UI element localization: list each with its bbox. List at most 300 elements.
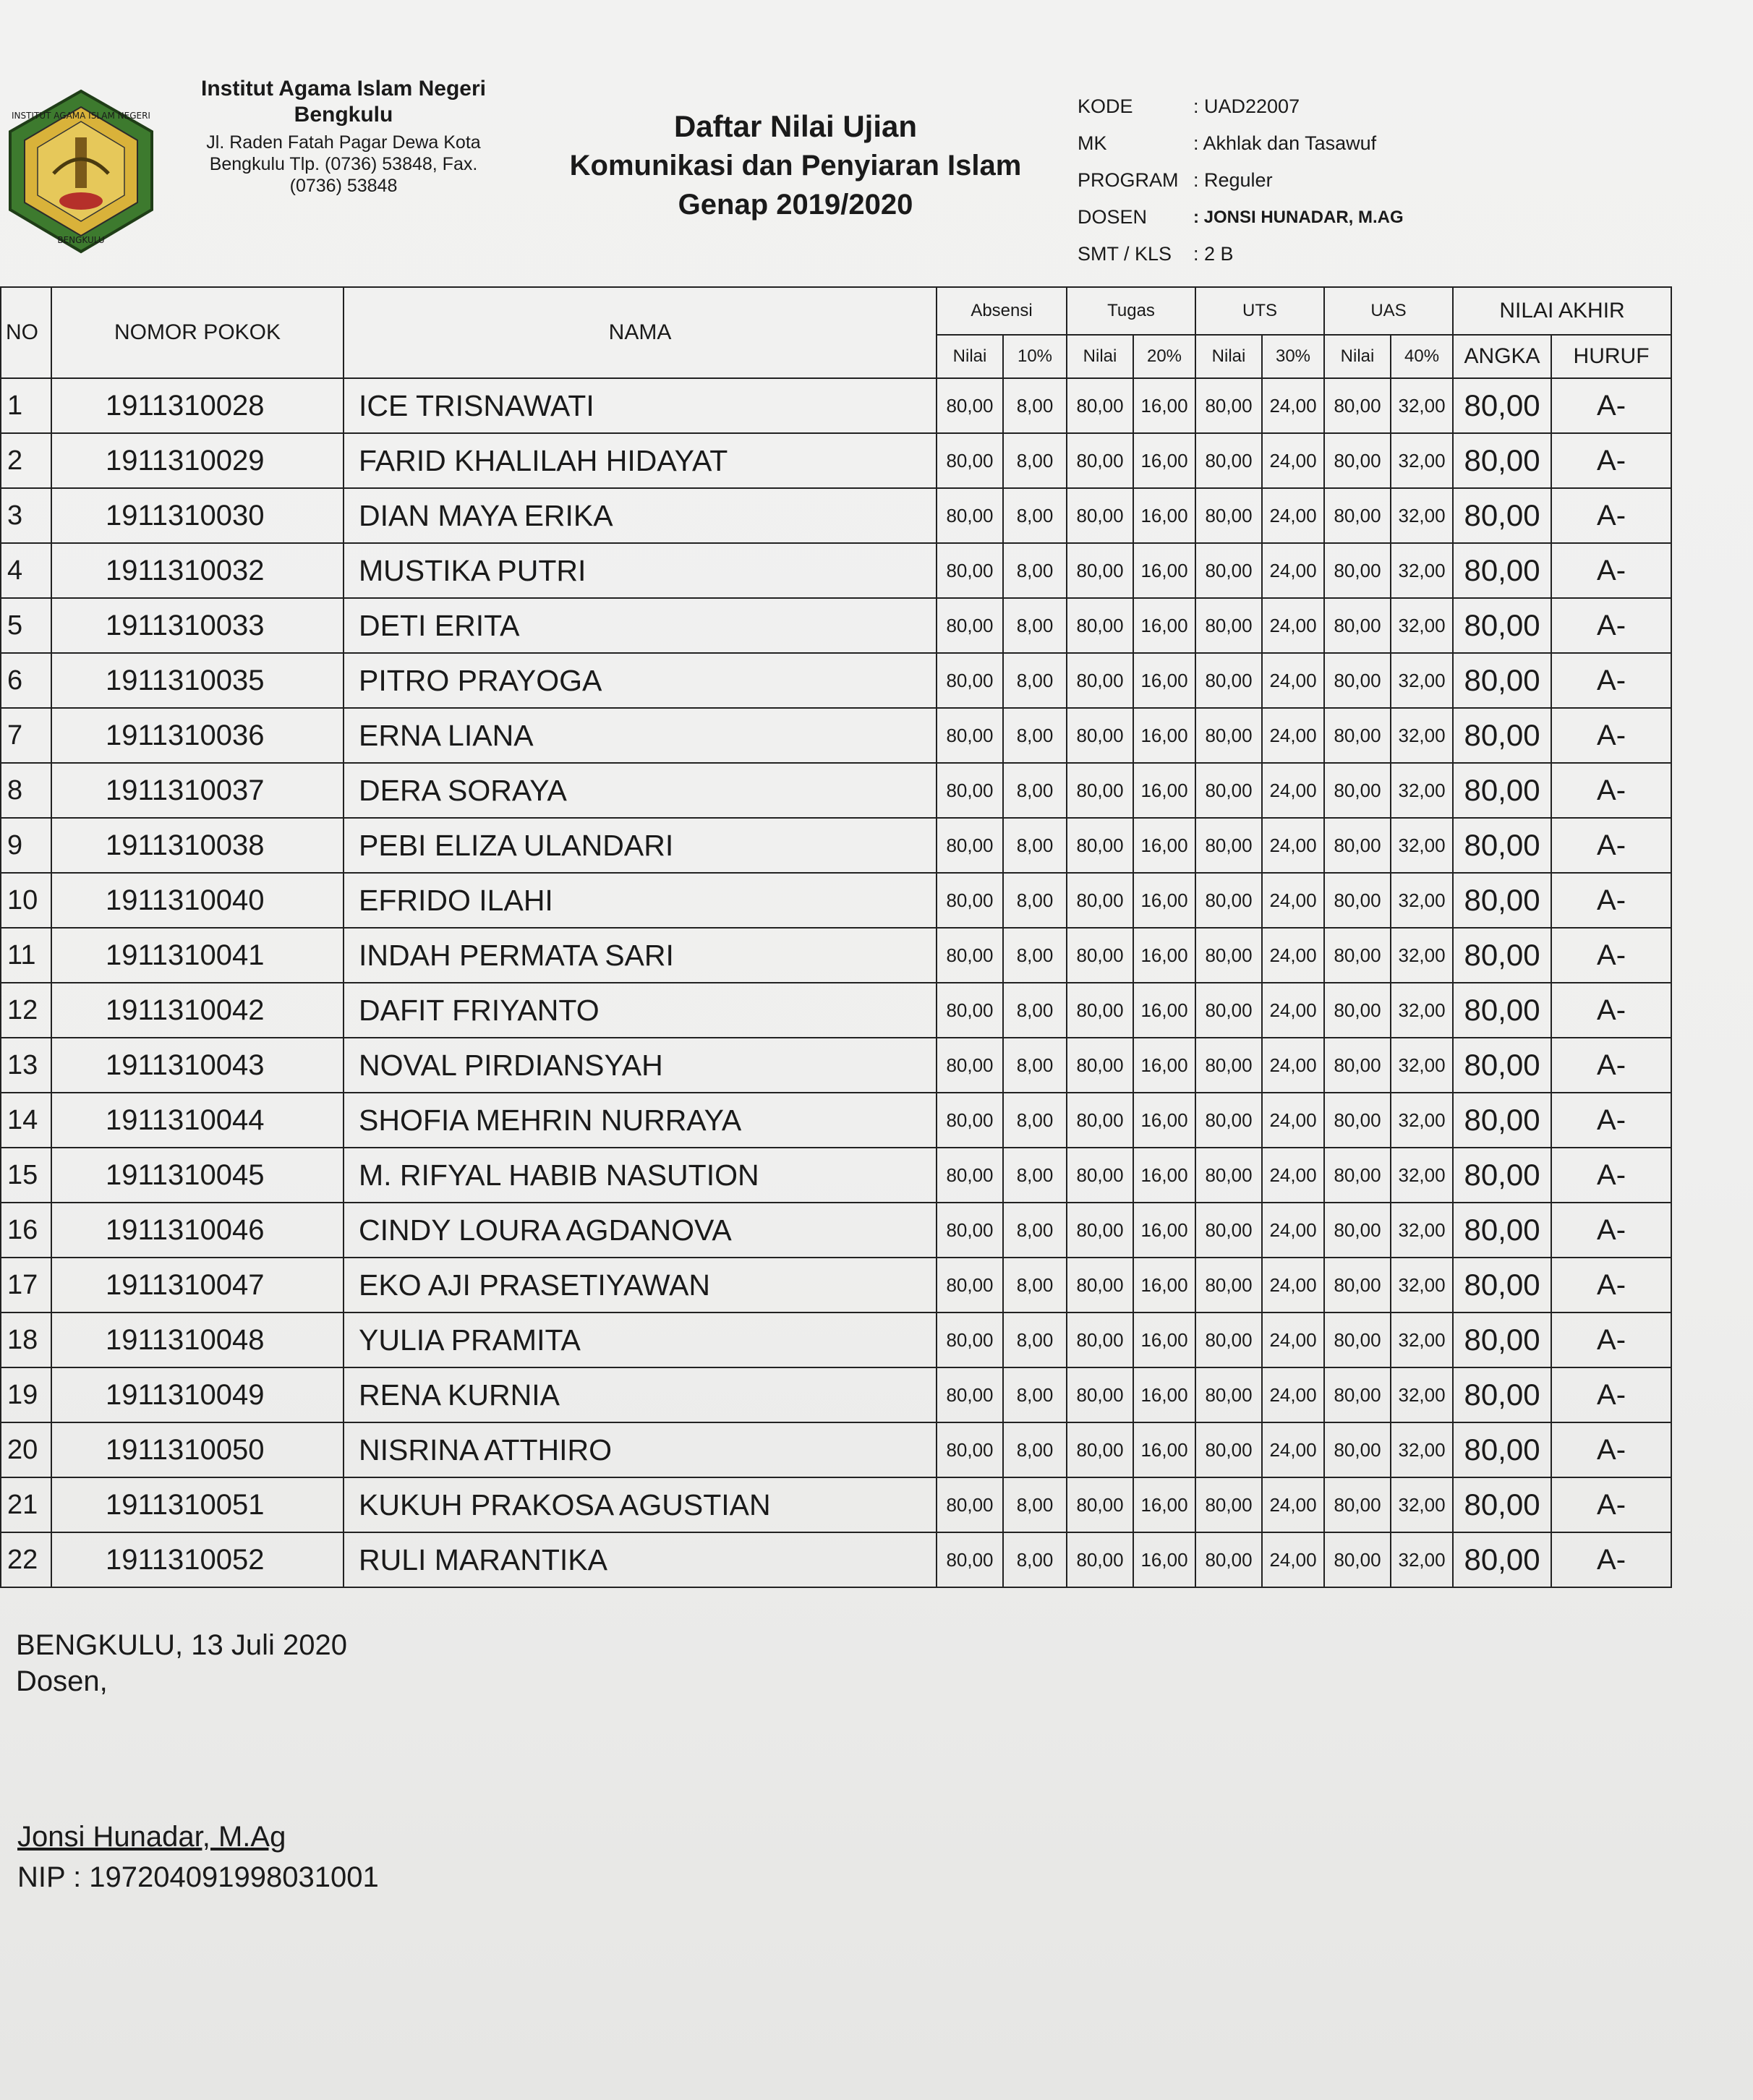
cell-uts-pct: 24,00	[1262, 763, 1324, 818]
cell-absensi-pct: 8,00	[1003, 1312, 1067, 1367]
cell-uts-nilai: 80,00	[1195, 1532, 1262, 1587]
cell-uts-pct: 24,00	[1262, 1312, 1324, 1367]
table-row	[1, 873, 1671, 928]
cell-uts-nilai: 80,00	[1195, 818, 1262, 873]
cell-absensi-nilai: 80,00	[937, 543, 1003, 598]
cell-no: 22	[1, 1532, 51, 1587]
cell-huruf: A-	[1551, 378, 1671, 433]
cell-angka: 80,00	[1453, 1422, 1551, 1477]
cell-huruf: A-	[1551, 928, 1671, 983]
cell-uas-nilai: 80,00	[1324, 1422, 1391, 1477]
cell-absensi-pct: 8,00	[1003, 1093, 1067, 1148]
cell-uas-pct: 32,00	[1391, 1532, 1453, 1587]
cell-angka: 80,00	[1453, 1148, 1551, 1203]
cell-absensi-pct: 8,00	[1003, 1477, 1067, 1532]
header-uas-pct: 40%	[1391, 335, 1453, 378]
cell-tugas-pct: 16,00	[1133, 763, 1195, 818]
meta-row-smt	[1078, 236, 1404, 273]
meta-label: SMT / KLS	[1078, 243, 1172, 265]
cell-nim: 1911310042	[51, 983, 344, 1038]
cell-absensi-pct: 8,00	[1003, 1203, 1067, 1258]
cell-uts-pct: 24,00	[1262, 543, 1324, 598]
cell-no: 21	[1, 1477, 51, 1532]
meta-value: : UAD22007	[1193, 95, 1300, 117]
cell-nim: 1911310033	[51, 598, 344, 653]
header-uts: UTS	[1195, 287, 1324, 335]
cell-uas-nilai: 80,00	[1324, 1258, 1391, 1312]
cell-huruf: A-	[1551, 1093, 1671, 1148]
cell-nim: 1911310047	[51, 1258, 344, 1312]
cell-tugas-nilai: 80,00	[1067, 1093, 1133, 1148]
cell-no: 2	[1, 433, 51, 488]
cell-no: 3	[1, 488, 51, 543]
meta-value: : Akhlak dan Tasawuf	[1193, 132, 1377, 154]
table-row	[1, 1038, 1671, 1093]
cell-uas-nilai: 80,00	[1324, 378, 1391, 433]
cell-uts-pct: 24,00	[1262, 1148, 1324, 1203]
cell-tugas-pct: 16,00	[1133, 928, 1195, 983]
cell-absensi-pct: 8,00	[1003, 708, 1067, 763]
header-absensi-pct: 10%	[1003, 335, 1067, 378]
cell-tugas-pct: 16,00	[1133, 1477, 1195, 1532]
cell-absensi-pct: 8,00	[1003, 1258, 1067, 1312]
cell-tugas-pct: 16,00	[1133, 1258, 1195, 1312]
address-line-3: (0736) 53848	[289, 176, 398, 196]
cell-uas-pct: 32,00	[1391, 818, 1453, 873]
meta-value: : Reguler	[1193, 169, 1273, 191]
table-row	[1, 543, 1671, 598]
table-row	[1, 1422, 1671, 1477]
cell-uts-nilai: 80,00	[1195, 433, 1262, 488]
cell-huruf: A-	[1551, 983, 1671, 1038]
cell-absensi-nilai: 80,00	[937, 708, 1003, 763]
cell-uts-pct: 24,00	[1262, 653, 1324, 708]
table-row	[1, 1093, 1671, 1148]
cell-uts-nilai: 80,00	[1195, 1477, 1262, 1532]
cell-uts-nilai: 80,00	[1195, 653, 1262, 708]
cell-no: 20	[1, 1422, 51, 1477]
cell-angka: 80,00	[1453, 433, 1551, 488]
cell-absensi-pct: 8,00	[1003, 983, 1067, 1038]
cell-huruf: A-	[1551, 1038, 1671, 1093]
cell-uts-nilai: 80,00	[1195, 763, 1262, 818]
cell-tugas-nilai: 80,00	[1067, 1532, 1133, 1587]
header-nama: NAMA	[344, 287, 937, 378]
table-row	[1, 708, 1671, 763]
cell-huruf: A-	[1551, 763, 1671, 818]
cell-nim: 1911310035	[51, 653, 344, 708]
cell-absensi-pct: 8,00	[1003, 818, 1067, 873]
cell-uas-pct: 32,00	[1391, 1148, 1453, 1203]
cell-absensi-nilai: 80,00	[937, 1532, 1003, 1587]
cell-uas-nilai: 80,00	[1324, 1532, 1391, 1587]
cell-huruf: A-	[1551, 1148, 1671, 1203]
cell-uts-pct: 24,00	[1262, 1093, 1324, 1148]
cell-uts-pct: 24,00	[1262, 378, 1324, 433]
cell-absensi-nilai: 80,00	[937, 1258, 1003, 1312]
cell-nim: 1911310050	[51, 1422, 344, 1477]
cell-uas-nilai: 80,00	[1324, 1477, 1391, 1532]
cell-nim: 1911310052	[51, 1532, 344, 1587]
cell-uts-pct: 24,00	[1262, 818, 1324, 873]
cell-uts-pct: 24,00	[1262, 598, 1324, 653]
cell-absensi-pct: 8,00	[1003, 488, 1067, 543]
cell-no: 5	[1, 598, 51, 653]
cell-nama: CINDY LOURA AGDANOVA	[344, 1203, 937, 1258]
cell-uas-nilai: 80,00	[1324, 1312, 1391, 1367]
cell-absensi-pct: 8,00	[1003, 378, 1067, 433]
cell-nama: DAFIT FRIYANTO	[344, 983, 937, 1038]
cell-angka: 80,00	[1453, 708, 1551, 763]
cell-no: 8	[1, 763, 51, 818]
cell-no: 11	[1, 928, 51, 983]
cell-no: 9	[1, 818, 51, 873]
header-uas-nilai: Nilai	[1324, 335, 1391, 378]
cell-tugas-pct: 16,00	[1133, 378, 1195, 433]
meta-label: DOSEN	[1078, 206, 1148, 228]
cell-tugas-nilai: 80,00	[1067, 378, 1133, 433]
cell-uts-nilai: 80,00	[1195, 1148, 1262, 1203]
header-uts-pct: 30%	[1262, 335, 1324, 378]
cell-tugas-nilai: 80,00	[1067, 1203, 1133, 1258]
logo-text-bottom: BENGKULU	[57, 235, 105, 245]
cell-tugas-nilai: 80,00	[1067, 543, 1133, 598]
cell-nim: 1911310038	[51, 818, 344, 873]
cell-absensi-pct: 8,00	[1003, 1422, 1067, 1477]
cell-huruf: A-	[1551, 598, 1671, 653]
cell-tugas-pct: 16,00	[1133, 1038, 1195, 1093]
address-line-1: Jl. Raden Fatah Pagar Dewa Kota	[206, 132, 481, 153]
cell-uts-nilai: 80,00	[1195, 928, 1262, 983]
cell-uts-nilai: 80,00	[1195, 1367, 1262, 1422]
cell-nama: NOVAL PIRDIANSYAH	[344, 1038, 937, 1093]
cell-tugas-nilai: 80,00	[1067, 1258, 1133, 1312]
cell-no: 4	[1, 543, 51, 598]
cell-tugas-pct: 16,00	[1133, 1148, 1195, 1203]
cell-tugas-nilai: 80,00	[1067, 928, 1133, 983]
cell-uas-pct: 32,00	[1391, 378, 1453, 433]
cell-angka: 80,00	[1453, 983, 1551, 1038]
table-row	[1, 378, 1671, 433]
cell-uas-pct: 32,00	[1391, 1093, 1453, 1148]
institution-block	[163, 75, 524, 197]
cell-uas-nilai: 80,00	[1324, 983, 1391, 1038]
cell-angka: 80,00	[1453, 1258, 1551, 1312]
cell-absensi-pct: 8,00	[1003, 1038, 1067, 1093]
cell-nim: 1911310051	[51, 1477, 344, 1532]
cell-nama: PEBI ELIZA ULANDARI	[344, 818, 937, 873]
cell-tugas-nilai: 80,00	[1067, 983, 1133, 1038]
table-row	[1, 983, 1671, 1038]
cell-absensi-nilai: 80,00	[937, 433, 1003, 488]
cell-tugas-pct: 16,00	[1133, 598, 1195, 653]
cell-absensi-nilai: 80,00	[937, 763, 1003, 818]
grades-table	[0, 286, 1672, 1588]
meta-row-program	[1078, 162, 1404, 199]
cell-uas-nilai: 80,00	[1324, 488, 1391, 543]
meta-row-dosen	[1078, 199, 1404, 236]
cell-nim: 1911310030	[51, 488, 344, 543]
cell-no: 10	[1, 873, 51, 928]
cell-nim: 1911310043	[51, 1038, 344, 1093]
cell-uas-nilai: 80,00	[1324, 433, 1391, 488]
cell-uas-pct: 32,00	[1391, 1477, 1453, 1532]
cell-absensi-pct: 8,00	[1003, 653, 1067, 708]
cell-nama: SHOFIA MEHRIN NURRAYA	[344, 1093, 937, 1148]
cell-nama: RULI MARANTIKA	[344, 1532, 937, 1587]
cell-uas-pct: 32,00	[1391, 708, 1453, 763]
cell-absensi-nilai: 80,00	[937, 1203, 1003, 1258]
cell-tugas-nilai: 80,00	[1067, 1148, 1133, 1203]
header-angka: ANGKA	[1453, 335, 1551, 378]
cell-tugas-pct: 16,00	[1133, 1367, 1195, 1422]
cell-uts-nilai: 80,00	[1195, 543, 1262, 598]
header-absensi: Absensi	[937, 287, 1067, 335]
cell-nim: 1911310045	[51, 1148, 344, 1203]
grades-table-body	[1, 378, 1671, 1587]
cell-nama: INDAH PERMATA SARI	[344, 928, 937, 983]
cell-nama: DETI ERITA	[344, 598, 937, 653]
table-row	[1, 653, 1671, 708]
cell-nim: 1911310046	[51, 1203, 344, 1258]
cell-absensi-nilai: 80,00	[937, 873, 1003, 928]
cell-angka: 80,00	[1453, 818, 1551, 873]
cell-uas-pct: 32,00	[1391, 1258, 1453, 1312]
signer-role: Dosen,	[16, 1665, 108, 1697]
cell-nim: 1911310049	[51, 1367, 344, 1422]
cell-tugas-pct: 16,00	[1133, 543, 1195, 598]
meta-label: PROGRAM	[1078, 169, 1179, 191]
cell-tugas-nilai: 80,00	[1067, 1477, 1133, 1532]
cell-uts-nilai: 80,00	[1195, 1038, 1262, 1093]
cell-no: 14	[1, 1093, 51, 1148]
cell-uas-pct: 32,00	[1391, 1312, 1453, 1367]
cell-nim: 1911310040	[51, 873, 344, 928]
cell-angka: 80,00	[1453, 873, 1551, 928]
cell-uts-pct: 24,00	[1262, 1258, 1324, 1312]
cell-uts-pct: 24,00	[1262, 928, 1324, 983]
cell-angka: 80,00	[1453, 653, 1551, 708]
cell-uas-nilai: 80,00	[1324, 1038, 1391, 1093]
title-line-3: Genap 2019/2020	[678, 189, 913, 221]
cell-tugas-nilai: 80,00	[1067, 598, 1133, 653]
header-uas: UAS	[1324, 287, 1453, 335]
cell-uas-nilai: 80,00	[1324, 1367, 1391, 1422]
cell-absensi-nilai: 80,00	[937, 1477, 1003, 1532]
cell-uas-nilai: 80,00	[1324, 928, 1391, 983]
cell-tugas-pct: 16,00	[1133, 488, 1195, 543]
cell-huruf: A-	[1551, 1422, 1671, 1477]
cell-angka: 80,00	[1453, 1367, 1551, 1422]
title-line-2: Komunikasi dan Penyiaran Islam	[569, 150, 1022, 182]
table-row	[1, 1367, 1671, 1422]
cell-no: 15	[1, 1148, 51, 1203]
cell-tugas-nilai: 80,00	[1067, 433, 1133, 488]
meta-value: : JONSI HUNADAR, M.AG	[1193, 207, 1404, 227]
meta-value: : 2 B	[1193, 243, 1234, 265]
signer-name: Jonsi Hunadar, M.Ag	[17, 1821, 286, 1853]
cell-uts-pct: 24,00	[1262, 1477, 1324, 1532]
cell-huruf: A-	[1551, 1532, 1671, 1587]
cell-uas-nilai: 80,00	[1324, 1148, 1391, 1203]
cell-tugas-pct: 16,00	[1133, 818, 1195, 873]
cell-absensi-nilai: 80,00	[937, 818, 1003, 873]
cell-absensi-pct: 8,00	[1003, 1532, 1067, 1587]
place-date: BENGKULU, 13 Juli 2020	[16, 1629, 348, 1661]
footer-block	[16, 1627, 347, 1699]
cell-tugas-nilai: 80,00	[1067, 653, 1133, 708]
cell-absensi-nilai: 80,00	[937, 1093, 1003, 1148]
cell-no: 13	[1, 1038, 51, 1093]
cell-angka: 80,00	[1453, 1532, 1551, 1587]
cell-uas-nilai: 80,00	[1324, 818, 1391, 873]
cell-absensi-nilai: 80,00	[937, 1038, 1003, 1093]
cell-angka: 80,00	[1453, 763, 1551, 818]
meta-label: KODE	[1078, 95, 1133, 117]
cell-nim: 1911310037	[51, 763, 344, 818]
cell-uas-pct: 32,00	[1391, 1422, 1453, 1477]
cell-absensi-nilai: 80,00	[937, 598, 1003, 653]
cell-nama: ERNA LIANA	[344, 708, 937, 763]
cell-huruf: A-	[1551, 543, 1671, 598]
cell-nim: 1911310048	[51, 1312, 344, 1367]
cell-tugas-pct: 16,00	[1133, 873, 1195, 928]
cell-tugas-pct: 16,00	[1133, 1532, 1195, 1587]
cell-uts-nilai: 80,00	[1195, 488, 1262, 543]
title-line-1: Daftar Nilai Ujian	[673, 109, 918, 143]
table-row	[1, 1312, 1671, 1367]
cell-tugas-nilai: 80,00	[1067, 708, 1133, 763]
cell-uts-pct: 24,00	[1262, 1532, 1324, 1587]
course-meta	[1078, 88, 1404, 273]
cell-tugas-nilai: 80,00	[1067, 1367, 1133, 1422]
cell-no: 17	[1, 1258, 51, 1312]
cell-tugas-pct: 16,00	[1133, 433, 1195, 488]
cell-uts-pct: 24,00	[1262, 1367, 1324, 1422]
cell-uas-nilai: 80,00	[1324, 1203, 1391, 1258]
cell-tugas-pct: 16,00	[1133, 1203, 1195, 1258]
cell-nama: EFRIDO ILAHI	[344, 873, 937, 928]
cell-uts-nilai: 80,00	[1195, 598, 1262, 653]
logo-text-top: INSTITUT AGAMA ISLAM NEGERI	[12, 111, 150, 121]
cell-no: 7	[1, 708, 51, 763]
cell-tugas-nilai: 80,00	[1067, 488, 1133, 543]
header-absensi-nilai: Nilai	[937, 335, 1003, 378]
cell-absensi-pct: 8,00	[1003, 928, 1067, 983]
cell-nama: RENA KURNIA	[344, 1367, 937, 1422]
cell-absensi-pct: 8,00	[1003, 598, 1067, 653]
cell-nama: DIAN MAYA ERIKA	[344, 488, 937, 543]
cell-uas-pct: 32,00	[1391, 653, 1453, 708]
cell-uts-pct: 24,00	[1262, 1422, 1324, 1477]
table-row	[1, 433, 1671, 488]
cell-uts-nilai: 80,00	[1195, 983, 1262, 1038]
cell-uts-pct: 24,00	[1262, 1203, 1324, 1258]
cell-uas-nilai: 80,00	[1324, 708, 1391, 763]
cell-tugas-pct: 16,00	[1133, 1093, 1195, 1148]
cell-tugas-nilai: 80,00	[1067, 1038, 1133, 1093]
cell-nama: M. RIFYAL HABIB NASUTION	[344, 1148, 937, 1203]
cell-uas-nilai: 80,00	[1324, 543, 1391, 598]
cell-nama: KUKUH PRAKOSA AGUSTIAN	[344, 1477, 937, 1532]
cell-angka: 80,00	[1453, 1093, 1551, 1148]
cell-absensi-pct: 8,00	[1003, 1367, 1067, 1422]
cell-uas-pct: 32,00	[1391, 488, 1453, 543]
cell-absensi-nilai: 80,00	[937, 653, 1003, 708]
cell-uts-pct: 24,00	[1262, 708, 1324, 763]
cell-nama: YULIA PRAMITA	[344, 1312, 937, 1367]
cell-uas-nilai: 80,00	[1324, 598, 1391, 653]
header-nim: NOMOR POKOK	[51, 287, 344, 378]
header-tugas-nilai: Nilai	[1067, 335, 1133, 378]
institution-city: Bengkulu	[294, 103, 393, 127]
cell-nim: 1911310036	[51, 708, 344, 763]
cell-absensi-nilai: 80,00	[937, 378, 1003, 433]
cell-huruf: A-	[1551, 873, 1671, 928]
header-tugas-pct: 20%	[1133, 335, 1195, 378]
cell-uts-nilai: 80,00	[1195, 708, 1262, 763]
cell-uts-pct: 24,00	[1262, 488, 1324, 543]
cell-angka: 80,00	[1453, 488, 1551, 543]
cell-huruf: A-	[1551, 1203, 1671, 1258]
cell-nim: 1911310041	[51, 928, 344, 983]
meta-label: MK	[1078, 132, 1107, 154]
cell-uas-pct: 32,00	[1391, 763, 1453, 818]
cell-huruf: A-	[1551, 653, 1671, 708]
signer-nip: NIP : 197204091998031001	[17, 1861, 379, 1893]
cell-tugas-nilai: 80,00	[1067, 763, 1133, 818]
cell-uas-pct: 32,00	[1391, 873, 1453, 928]
cell-huruf: A-	[1551, 433, 1671, 488]
cell-nama: MUSTIKA PUTRI	[344, 543, 937, 598]
cell-uts-pct: 24,00	[1262, 1038, 1324, 1093]
cell-uas-pct: 32,00	[1391, 433, 1453, 488]
cell-huruf: A-	[1551, 818, 1671, 873]
header-no: NO	[1, 287, 51, 378]
cell-uts-pct: 24,00	[1262, 433, 1324, 488]
table-row	[1, 598, 1671, 653]
cell-absensi-nilai: 80,00	[937, 983, 1003, 1038]
table-row	[1, 1148, 1671, 1203]
institution-logo	[3, 87, 159, 257]
cell-tugas-nilai: 80,00	[1067, 873, 1133, 928]
cell-no: 12	[1, 983, 51, 1038]
cell-no: 16	[1, 1203, 51, 1258]
cell-nama: DERA SORAYA	[344, 763, 937, 818]
cell-angka: 80,00	[1453, 928, 1551, 983]
cell-nama: NISRINA ATTHIRO	[344, 1422, 937, 1477]
table-row	[1, 1203, 1671, 1258]
cell-uas-pct: 32,00	[1391, 1203, 1453, 1258]
cell-huruf: A-	[1551, 1477, 1671, 1532]
address-line-2: Bengkulu Tlp. (0736) 53848, Fax.	[209, 154, 478, 174]
cell-huruf: A-	[1551, 1258, 1671, 1312]
cell-uts-nilai: 80,00	[1195, 1093, 1262, 1148]
cell-tugas-nilai: 80,00	[1067, 1422, 1133, 1477]
cell-huruf: A-	[1551, 708, 1671, 763]
cell-no: 19	[1, 1367, 51, 1422]
document-title	[557, 107, 1034, 224]
table-row	[1, 488, 1671, 543]
cell-absensi-pct: 8,00	[1003, 1148, 1067, 1203]
cell-uas-nilai: 80,00	[1324, 653, 1391, 708]
cell-uts-nilai: 80,00	[1195, 873, 1262, 928]
cell-absensi-pct: 8,00	[1003, 433, 1067, 488]
cell-absensi-pct: 8,00	[1003, 873, 1067, 928]
cell-no: 6	[1, 653, 51, 708]
cell-absensi-pct: 8,00	[1003, 763, 1067, 818]
cell-tugas-pct: 16,00	[1133, 1422, 1195, 1477]
